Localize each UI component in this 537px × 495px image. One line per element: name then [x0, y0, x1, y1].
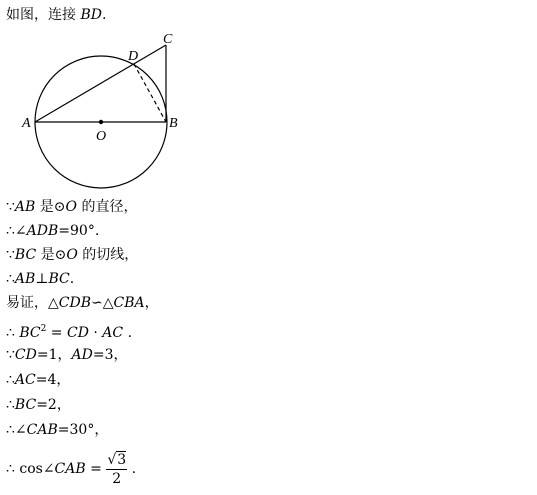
step-11: ∴ cos∠CAB = $\frac{√3}{2}$ . — [6, 451, 137, 487]
fraction-sqrt3-over-2: $\frac{√3}{2}$ — [107, 451, 127, 487]
step-10: ∴∠CAB=30°， — [6, 422, 109, 438]
step-7: ∵CD=1，AD=3， — [6, 347, 128, 363]
intro-text: 如图，连接 — [6, 7, 81, 23]
step-2: ∴∠ADB=90°. — [6, 223, 100, 239]
label-o: O — [96, 129, 107, 144]
step-5: 易证，△CDB∽△CBA， — [6, 295, 159, 311]
intro-line: 如图，连接 BD. — [6, 7, 107, 23]
label-d: D — [128, 49, 139, 64]
step-3: ∵BC 是⊙O 的切线， — [6, 247, 139, 263]
step-4: ∴AB⊥BC. — [6, 271, 75, 287]
label-c: C — [163, 32, 173, 47]
step-8: ∴AC=4， — [6, 372, 71, 388]
step-1: ∵AB 是⊙O 的直径， — [6, 199, 138, 215]
segment-bd-dashed — [134, 64, 166, 122]
label-a: A — [22, 116, 31, 131]
center-point-o — [99, 120, 103, 124]
step-9: ∴BC=2， — [6, 397, 71, 413]
label-b: B — [169, 116, 178, 131]
geometry-figure — [0, 0, 200, 200]
step-6: ∴ $BC^2$ = CD · AC . — [6, 324, 133, 341]
intro-segment: BD — [80, 7, 102, 23]
